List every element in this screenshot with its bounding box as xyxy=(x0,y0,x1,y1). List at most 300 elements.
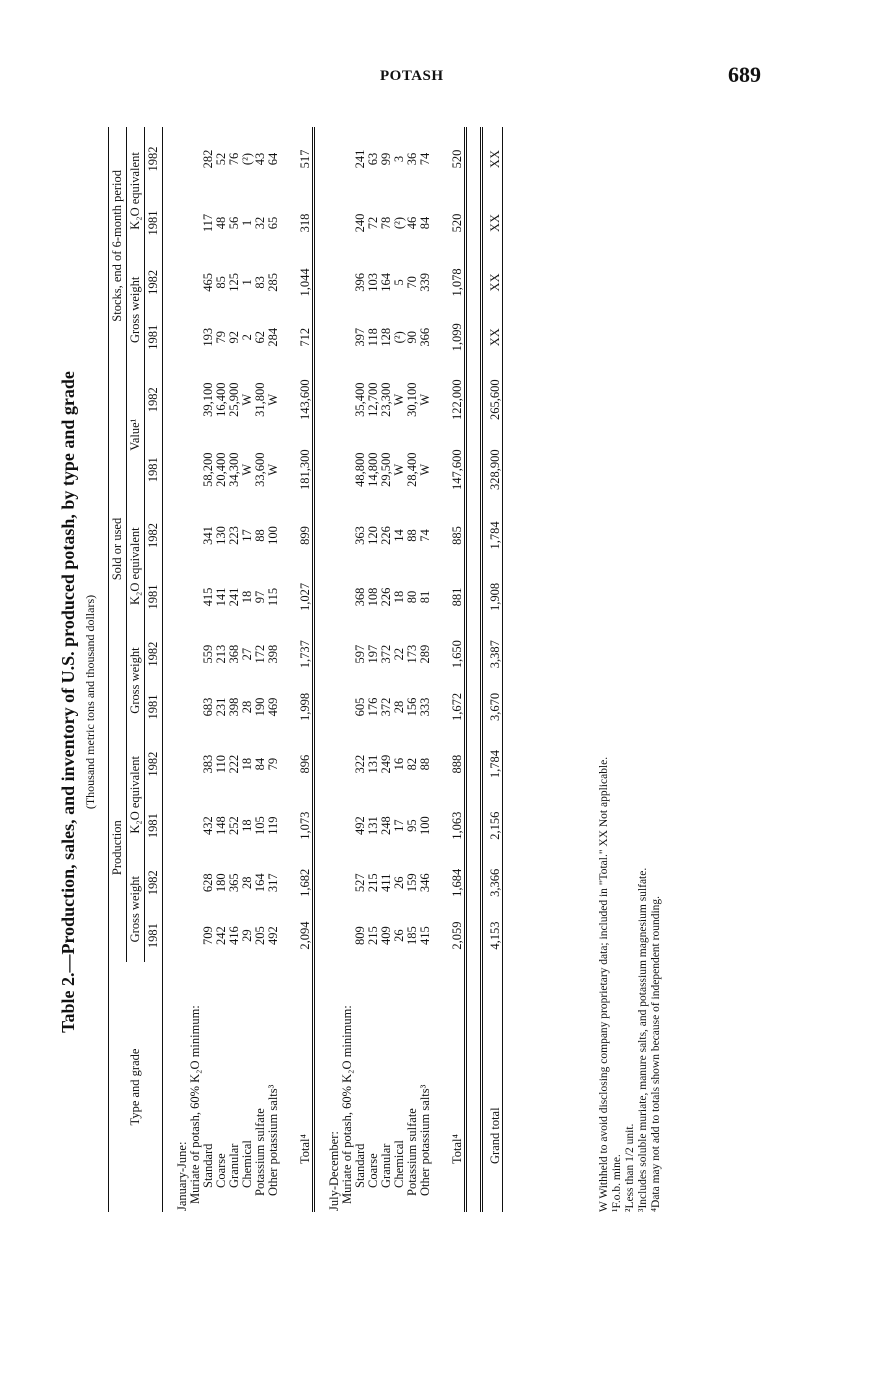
table-cell: 100 xyxy=(418,816,432,836)
table-cell: 131 xyxy=(366,754,380,774)
potash-table xyxy=(108,127,503,1212)
table-cell: 3,387 xyxy=(488,640,502,669)
table-cell: 226 xyxy=(379,587,393,607)
table-cell: XX xyxy=(488,273,502,292)
table-cell: 131 xyxy=(366,816,380,836)
table-cell: 120 xyxy=(366,526,380,545)
table-cell: 1 xyxy=(240,219,254,227)
table-cell: 1,784 xyxy=(488,521,502,550)
table-cell: 809 xyxy=(353,926,367,945)
year-header: 1981 xyxy=(145,795,163,857)
col-production: Production xyxy=(109,733,127,962)
table-cell xyxy=(176,733,189,795)
table-row xyxy=(293,127,314,1212)
table-cell: 43 xyxy=(253,152,267,166)
table-cell: 122,000 xyxy=(450,379,464,420)
table-cell: 520 xyxy=(450,213,464,233)
table-cell: 18 xyxy=(240,757,254,771)
table-cell xyxy=(328,255,341,310)
table-cell: 18 xyxy=(240,819,254,832)
table-cell: 559 xyxy=(201,644,215,664)
table-cell: 18 xyxy=(240,590,254,604)
table-cell: 88 xyxy=(418,757,432,771)
table-cell: 58,200 xyxy=(201,452,215,487)
table-cell: 17 xyxy=(392,819,406,832)
running-head: POTASH xyxy=(380,68,444,84)
row-label: Chemical xyxy=(392,1140,406,1188)
table-cell: 88 xyxy=(253,529,267,542)
table-cell: 18 xyxy=(392,590,406,604)
table-cell: 249 xyxy=(379,754,393,774)
table-cell: 84 xyxy=(253,757,267,771)
row-label: Muriate of potash, 60% K₂O minimum: xyxy=(188,1005,202,1204)
table-cell: 346 xyxy=(418,873,432,893)
table-cell: W xyxy=(418,393,432,406)
table-cell: 117 xyxy=(201,213,215,233)
table-cell: 147,600 xyxy=(450,449,464,490)
col-sold-or-used: Sold or used xyxy=(109,365,127,734)
table-cell: 322 xyxy=(353,754,367,774)
table-cell: 92 xyxy=(227,331,241,344)
table-cell: 79 xyxy=(266,757,280,771)
table-cell: 78 xyxy=(379,216,393,230)
table-cell: (²) xyxy=(392,331,406,344)
year-header: 1982 xyxy=(145,628,163,681)
table-cell: 181,300 xyxy=(298,449,312,490)
table-cell: 1,044 xyxy=(298,268,312,297)
table-cell xyxy=(328,733,341,795)
table-cell: 128 xyxy=(379,327,393,347)
table-cell: 164 xyxy=(253,873,267,893)
table-cell: 16,400 xyxy=(214,382,228,417)
table-cell: 16 xyxy=(392,757,406,771)
table-cell: 372 xyxy=(379,644,393,664)
table-row xyxy=(393,127,406,1212)
col-gross-weight: Gross weight xyxy=(127,255,145,365)
table-cell: 27 xyxy=(240,647,254,661)
table-cell: 35,400 xyxy=(353,382,367,417)
row-label: Standard xyxy=(353,1143,367,1188)
table-cell: 125 xyxy=(227,273,241,292)
table-cell: 52 xyxy=(214,152,228,166)
table-cell: 527 xyxy=(353,873,367,893)
table-cell: 56 xyxy=(227,216,241,230)
table-cell xyxy=(328,795,341,857)
table-cell: 205 xyxy=(253,926,267,945)
table-cell: 105 xyxy=(253,816,267,836)
year-header: 1982 xyxy=(145,733,163,795)
table-cell: 885 xyxy=(450,526,464,545)
table-cell: 31,800 xyxy=(253,382,267,417)
table-cell: 3,670 xyxy=(488,692,502,722)
table-cell: 2,094 xyxy=(298,921,312,950)
table-cell xyxy=(176,795,189,857)
row-label: Other potassium salts³ xyxy=(266,1084,280,1196)
row-label: Total⁴ xyxy=(450,1134,464,1164)
table-cell: 465 xyxy=(201,273,215,292)
col-gross-weight: Gross weight xyxy=(127,628,145,734)
table-cell xyxy=(328,127,341,191)
table-cell: 899 xyxy=(298,526,312,545)
table-cell xyxy=(328,681,341,734)
table-cell: 34,300 xyxy=(227,452,241,487)
table-cell: 2,156 xyxy=(488,811,502,840)
table-cell: 223 xyxy=(227,526,241,545)
table-cell: 215 xyxy=(366,926,380,945)
table-row xyxy=(380,127,393,1212)
table-cell: 1,737 xyxy=(298,640,312,669)
year-header: 1981 xyxy=(145,191,163,255)
table-cell: 341 xyxy=(201,526,215,545)
table-cell: 365 xyxy=(227,873,241,893)
table-cell: 70 xyxy=(405,276,419,289)
table-cell: 683 xyxy=(201,697,215,717)
rule-line xyxy=(503,127,504,1212)
table-cell: W xyxy=(240,393,254,406)
table-cell xyxy=(328,191,341,255)
table-cell: 1,682 xyxy=(298,868,312,897)
row-label: Potassium sulfate xyxy=(253,1108,267,1196)
table-cell: 339 xyxy=(418,273,432,292)
table-cell: 180 xyxy=(214,873,228,893)
table-cell xyxy=(176,310,189,365)
footnote: W Withheld to avoid disclosing company proprietary data; included in "Total." XX Not applicable. xyxy=(598,756,610,1212)
table-cell: W xyxy=(240,463,254,476)
table-cell: 28,400 xyxy=(405,452,419,487)
table-cell: 130 xyxy=(214,526,228,545)
table-cell: 26 xyxy=(392,929,406,942)
table-cell: 265,600 xyxy=(488,379,502,420)
table-cell: 241 xyxy=(227,587,241,607)
table-cell: 26 xyxy=(392,876,406,890)
col-gross-weight: Gross weight xyxy=(127,856,145,962)
table-cell: 1,078 xyxy=(450,268,464,297)
table-cell: 185 xyxy=(405,926,419,945)
table-cell: 282 xyxy=(201,149,215,169)
table-row xyxy=(445,127,466,1212)
table-cell: 888 xyxy=(450,754,464,774)
year-header: 1981 xyxy=(145,909,163,962)
table-cell: 709 xyxy=(201,926,215,945)
table-cell xyxy=(176,681,189,734)
table-cell: 1,684 xyxy=(450,868,464,897)
table-cell: 368 xyxy=(227,644,241,664)
table-cell: 1,027 xyxy=(298,582,312,612)
row-label: Chemical xyxy=(240,1140,254,1188)
table-cell: 80 xyxy=(405,590,419,604)
table-cell: 1,998 xyxy=(298,692,312,722)
table-cell: 22 xyxy=(392,647,406,661)
table-cell: W xyxy=(392,393,406,406)
table-cell: 99 xyxy=(379,152,393,166)
table-cell: 197 xyxy=(366,644,380,664)
table-cell: 5 xyxy=(392,279,406,286)
table-cell: 82 xyxy=(405,757,419,771)
table-cell: 164 xyxy=(379,273,393,292)
table-cell: 328,900 xyxy=(488,449,502,490)
year-header: 1982 xyxy=(145,505,163,567)
table-cell: 23,300 xyxy=(379,382,393,417)
col-type-and-grade: Type and grade xyxy=(109,962,163,1212)
col-stocks: Stocks, end of 6-month period xyxy=(109,127,127,365)
table-cell: 517 xyxy=(298,149,312,169)
table-cell: 115 xyxy=(266,587,280,607)
table-cell: 520 xyxy=(450,149,464,169)
page-number: 689 xyxy=(728,62,761,87)
year-header: 1981 xyxy=(145,681,163,734)
table-cell: 628 xyxy=(201,873,215,893)
table-cell: 48,800 xyxy=(353,452,367,487)
table-cell: 248 xyxy=(379,816,393,836)
table-row xyxy=(267,127,280,1212)
spacer-row xyxy=(315,127,328,1212)
table-cell: 36 xyxy=(405,152,419,166)
table-cell: 712 xyxy=(298,327,312,347)
row-label: January-June: xyxy=(175,1141,189,1211)
table-cell: 333 xyxy=(418,697,432,717)
table-cell: 33,600 xyxy=(253,452,267,487)
table-cell: 240 xyxy=(353,213,367,233)
table-cell xyxy=(176,365,189,435)
table-cell: XX xyxy=(488,150,502,169)
table-cell: 90 xyxy=(405,331,419,344)
table-row xyxy=(202,127,215,1212)
year-header: 1982 xyxy=(145,255,163,310)
spacer-row xyxy=(432,127,445,1212)
spacer-row xyxy=(163,127,177,1212)
table-cell: 65 xyxy=(266,216,280,230)
table-cell: 74 xyxy=(418,152,432,166)
table-cell: 1,650 xyxy=(450,640,464,669)
table-cell xyxy=(176,435,189,505)
row-label: July-December: xyxy=(327,1131,341,1211)
table-cell: 1,908 xyxy=(488,582,502,612)
footnote: ⁴Data may not add to totals shown because of independent rounding. xyxy=(650,895,662,1212)
row-label: Standard xyxy=(201,1143,215,1188)
footnote: ³Includes soluble muriate, manure salts, and potassium magnesium sulfate. xyxy=(637,867,649,1212)
table-row xyxy=(419,127,432,1212)
table-cell: 416 xyxy=(227,926,241,945)
table-cell xyxy=(328,628,341,681)
row-label: Granular xyxy=(379,1143,393,1188)
table-cell xyxy=(328,505,341,567)
table-cell: 83 xyxy=(253,276,267,289)
table-cell: 48 xyxy=(214,216,228,230)
table-cell xyxy=(328,365,341,435)
row-label: Muriate of potash, 60% K₂O minimum: xyxy=(340,1005,354,1204)
table-cell: 252 xyxy=(227,816,241,836)
table-cell: 103 xyxy=(366,273,380,292)
row-label: Other potassium salts³ xyxy=(418,1084,432,1196)
table-cell xyxy=(328,909,341,962)
footnote: ¹F.o.b. mine. xyxy=(611,1154,623,1212)
table-cell: 597 xyxy=(353,644,367,664)
table-cell: 173 xyxy=(405,644,419,664)
table-cell: 17 xyxy=(240,529,254,542)
table-cell: 30,100 xyxy=(405,382,419,417)
table-row xyxy=(241,127,254,1212)
table-cell: 1,099 xyxy=(450,323,464,352)
table-cell: 20,400 xyxy=(214,452,228,487)
table-cell: 317 xyxy=(266,873,280,893)
table-cell: 85 xyxy=(214,276,228,289)
table-cell: 432 xyxy=(201,816,215,836)
table-cell: 409 xyxy=(379,926,393,945)
table-cell: 4,153 xyxy=(488,921,502,950)
table-cell: 492 xyxy=(266,926,280,945)
table-cell: 108 xyxy=(366,587,380,607)
table-cell: 1,063 xyxy=(450,811,464,840)
table-cell: 881 xyxy=(450,587,464,607)
table-cell: W xyxy=(266,463,280,476)
table-cell: 215 xyxy=(366,873,380,893)
table-cell: 241 xyxy=(353,149,367,169)
table-cell: 2 xyxy=(240,334,254,341)
table-cell: 28 xyxy=(392,700,406,714)
table-cell xyxy=(328,566,341,628)
table-cell: 29,500 xyxy=(379,452,393,487)
table-cell: 284 xyxy=(266,327,280,347)
row-label: Potassium sulfate xyxy=(405,1108,419,1196)
table-cell: 29 xyxy=(240,929,254,942)
table-cell: 222 xyxy=(227,754,241,774)
table-title: Table 2.—Production, sales, and inventory of U.S. produced potash, by type and grade xyxy=(58,371,78,1033)
table-cell: 3 xyxy=(392,155,406,163)
col-k2o-equivalent: K₂O equivalent xyxy=(127,127,145,255)
table-cell: 28 xyxy=(240,876,254,890)
table-cell: (²) xyxy=(240,153,254,166)
table-cell: 469 xyxy=(266,697,280,717)
table-cell: 2,059 xyxy=(450,921,464,950)
table-cell: 32 xyxy=(253,216,267,230)
table-cell: 383 xyxy=(201,754,215,774)
rotated-table-region xyxy=(50,112,850,1292)
table-cell: 14,800 xyxy=(366,452,380,487)
table-cell: 398 xyxy=(227,697,241,717)
table-cell xyxy=(176,566,189,628)
table-cell: 84 xyxy=(418,216,432,230)
table-cell: 62 xyxy=(253,331,267,344)
table-subtitle: (Thousand metric tons and thousand dollars) xyxy=(83,594,97,810)
table-cell: 492 xyxy=(353,816,367,836)
table-cell: 1,784 xyxy=(488,750,502,779)
table-cell: 415 xyxy=(418,926,432,945)
table-cell: 39,100 xyxy=(201,382,215,417)
table-cell: 368 xyxy=(353,587,367,607)
table-cell: 148 xyxy=(214,816,228,836)
table-cell: 100 xyxy=(266,526,280,545)
table-cell xyxy=(176,127,189,191)
table-cell: XX xyxy=(488,213,502,233)
table-cell: 289 xyxy=(418,644,432,664)
spacer-row xyxy=(467,127,482,1212)
table-cell: 97 xyxy=(253,590,267,604)
table-cell: 63 xyxy=(366,152,380,166)
table-cell: 896 xyxy=(298,754,312,774)
table-cell xyxy=(176,909,189,962)
table-cell: 193 xyxy=(201,327,215,347)
table-row xyxy=(483,127,503,1212)
table-cell xyxy=(328,310,341,365)
table-cell: 25,900 xyxy=(227,382,241,417)
col-value: Value¹ xyxy=(127,365,145,505)
table-cell: 74 xyxy=(418,529,432,542)
table-cell: 231 xyxy=(214,697,228,717)
footnote: ²Less than 1/2 unit. xyxy=(624,1123,636,1212)
table-cell: 372 xyxy=(379,697,393,717)
col-k2o-equivalent: K₂O equivalent xyxy=(127,505,145,628)
spacer-row xyxy=(280,127,293,1212)
table-cell: 28 xyxy=(240,700,254,714)
table-cell: W xyxy=(418,463,432,476)
table-cell: 1,672 xyxy=(450,692,464,722)
table-cell: 318 xyxy=(298,213,312,233)
table-cell: 363 xyxy=(353,526,367,545)
footnotes xyxy=(598,127,663,1212)
table-cell: 397 xyxy=(353,327,367,347)
year-header: 1981 xyxy=(145,435,163,505)
table-cell: 76 xyxy=(227,152,241,166)
table-cell: (²) xyxy=(392,216,406,230)
table-cell: 88 xyxy=(405,529,419,542)
table-cell: 81 xyxy=(418,590,432,604)
table-cell xyxy=(328,856,341,909)
table-cell: 398 xyxy=(266,644,280,664)
row-label: Total⁴ xyxy=(298,1134,312,1164)
table-cell: 143,600 xyxy=(298,379,312,420)
table-cell: 213 xyxy=(214,644,228,664)
table-cell: 46 xyxy=(405,216,419,230)
table-cell xyxy=(176,505,189,567)
table-cell: W xyxy=(392,463,406,476)
table-row xyxy=(228,127,241,1212)
table-cell: XX xyxy=(488,328,502,347)
table-cell: W xyxy=(266,393,280,406)
table-cell: 1,073 xyxy=(298,811,312,840)
table-cell: 156 xyxy=(405,697,419,717)
table-cell: 396 xyxy=(353,273,367,292)
table-cell: 12,700 xyxy=(366,382,380,417)
table-cell: 118 xyxy=(366,328,380,347)
year-header: 1982 xyxy=(145,856,163,909)
table-cell xyxy=(328,435,341,505)
table-cell: 411 xyxy=(379,873,393,892)
table-cell: 226 xyxy=(379,526,393,545)
col-k2o-equivalent: K₂O equivalent xyxy=(127,733,145,856)
table-cell: 415 xyxy=(201,587,215,607)
table-cell: 3,366 xyxy=(488,868,502,897)
row-label: Grand total xyxy=(488,1107,502,1164)
year-header: 1981 xyxy=(145,310,163,365)
table-cell: 14 xyxy=(392,529,406,542)
year-header: 1982 xyxy=(145,127,163,191)
year-header: 1982 xyxy=(145,365,163,435)
table-cell: 79 xyxy=(214,331,228,344)
table-cell: 172 xyxy=(253,644,267,664)
table-cell: 95 xyxy=(405,819,419,832)
table-cell: 64 xyxy=(266,152,280,166)
table-cell: 242 xyxy=(214,926,228,945)
table-cell: 190 xyxy=(253,697,267,717)
table-cell: 176 xyxy=(366,697,380,717)
year-header: 1981 xyxy=(145,566,163,628)
table-cell: 141 xyxy=(214,587,228,607)
table-cell: 110 xyxy=(214,754,228,774)
row-label: Granular xyxy=(227,1143,241,1188)
row-label: Coarse xyxy=(214,1153,228,1188)
table-cell xyxy=(176,255,189,310)
table-cell xyxy=(176,191,189,255)
